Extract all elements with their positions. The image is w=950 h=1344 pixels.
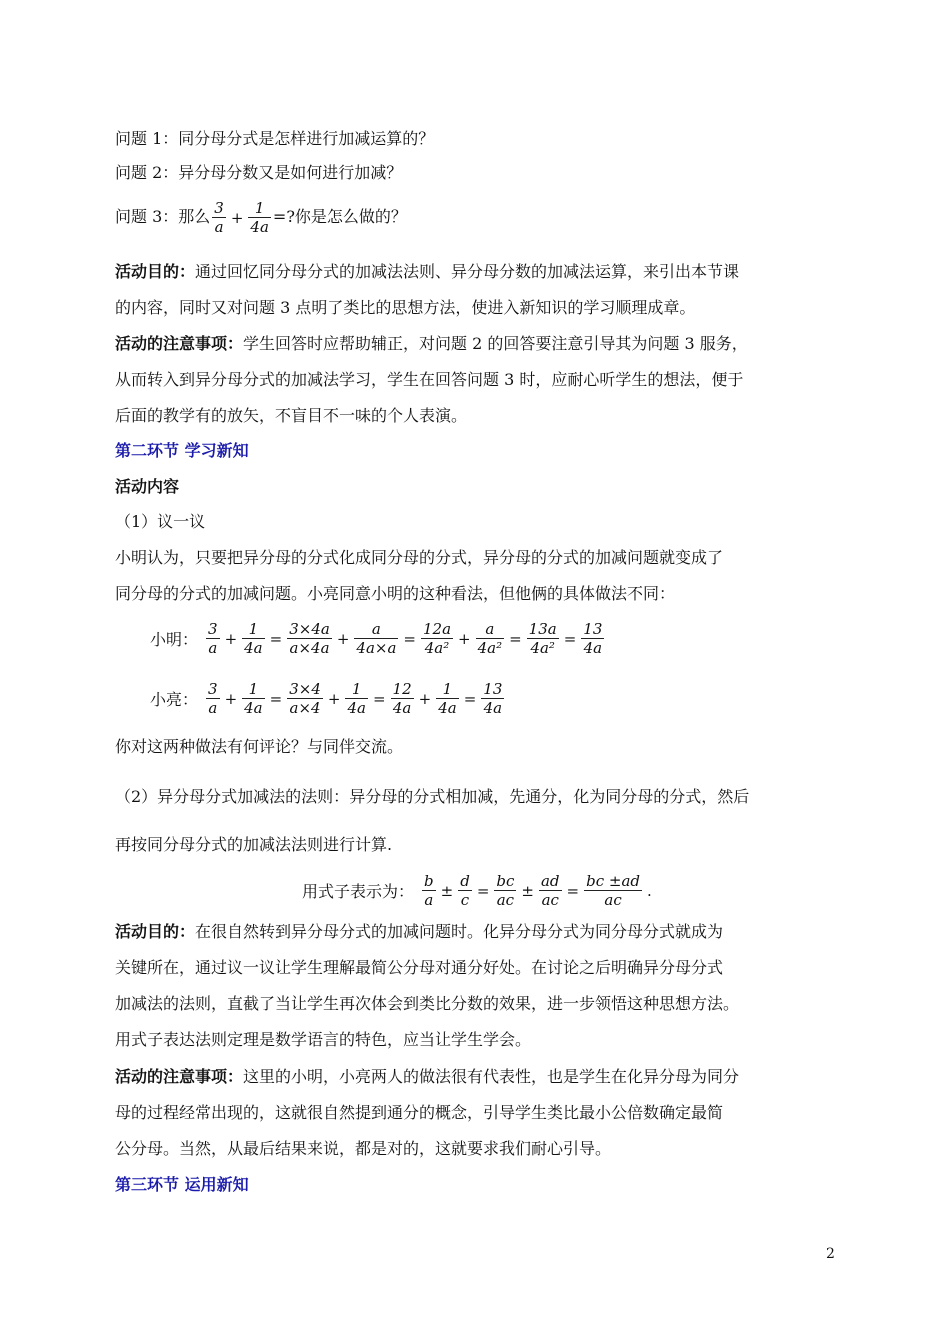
fraction-denominator: 4a <box>483 699 503 717</box>
discuss-line-2: 同分母的分式的加减问题。小亮同意小明的这种看法，但他俩的具体做法不同： <box>115 584 676 603</box>
fraction-denominator: 4a² <box>477 639 503 657</box>
fraction-numerator: ad <box>540 872 560 890</box>
fraction-numerator: bc ±ad <box>586 872 640 890</box>
fraction <box>539 872 562 909</box>
purpose-paragraph-2-line-1 <box>115 922 723 942</box>
fraction <box>436 680 459 717</box>
fraction-denominator: ac <box>604 891 622 909</box>
fraction-numerator: 1 <box>242 620 265 639</box>
purpose-label: 活动目的： <box>115 262 196 281</box>
question-2: 问题 2：异分母分数又是如何进行加减？ <box>115 163 403 182</box>
fraction <box>206 620 220 657</box>
page-number: 2 <box>826 1246 835 1262</box>
purpose-text-2: 在很自然转到异分母分式的加减问题时。化异分母分式为同分母分式就成为 <box>195 922 724 941</box>
fraction-numerator: 13a <box>528 620 557 638</box>
purpose-paragraph-2-line-3: 加减法的法则，直截了当让学生再次体会到类比分数的效果，进一步领悟这种思想方法。 <box>115 994 740 1013</box>
fraction-denominator: 4a <box>244 639 263 657</box>
math-operator: ± <box>440 881 454 900</box>
question-3-suffix: =?你是怎么做的？ <box>272 207 407 226</box>
discuss-line-1: 小明认为，只要把异分母的分式化成同分母的分式，异分母的分式的加减问题就变成了 <box>115 548 724 567</box>
math-operator: = <box>476 881 490 900</box>
math-operator: + <box>336 629 350 648</box>
fraction <box>481 680 504 717</box>
fraction <box>422 872 436 909</box>
math-operator: = <box>269 629 283 648</box>
math-operator: = <box>509 629 522 648</box>
activity-content-heading: 活动内容 <box>115 477 180 496</box>
notes-paragraph-2-line-2: 母的过程经常出现的，这就很自然提到通分的概念，引导学生类比最小公倍数确定最简 <box>115 1103 724 1122</box>
xiaoliang-label: 小亮： <box>150 690 199 709</box>
purpose-paragraph-1-line-2: 的内容，同时又对问题 3 点明了类比的思想方法，使进入新知识的学习顺理成章。 <box>115 298 696 317</box>
fraction-numerator: 3 <box>214 199 224 217</box>
rule-formula-expression <box>420 872 655 909</box>
fraction-denominator: 4a×a <box>356 639 397 657</box>
math-operator: = <box>563 629 577 648</box>
fraction-numerator: bc <box>496 872 515 890</box>
fraction <box>421 620 453 657</box>
xiaoliang-equation <box>150 680 506 717</box>
notes-text: 学生回答时应帮助辅正，对问题 2 的回答要注意引导其为问题 3 服务， <box>243 334 748 353</box>
fraction-denominator: a <box>208 639 218 657</box>
question-3-expression <box>210 199 273 236</box>
section-heading-2: 第二环节 学习新知 <box>115 441 249 460</box>
rule-formula <box>302 872 655 909</box>
fraction-denominator: a <box>208 699 218 717</box>
fraction <box>287 620 332 657</box>
fraction-denominator: a <box>214 218 224 236</box>
fraction <box>212 199 226 236</box>
fraction-numerator: a <box>476 620 505 639</box>
math-operator: + <box>224 689 238 708</box>
question-3 <box>115 199 407 236</box>
fraction-denominator: 4a² <box>424 639 450 657</box>
fraction-denominator: 4a <box>347 699 366 717</box>
purpose-label-2: 活动目的： <box>115 922 196 941</box>
rule-text-a: 异分母的分式相加减，先通分，化为同分母的分式，然后 <box>349 787 750 806</box>
fraction-numerator: 13 <box>483 680 503 698</box>
math-operator: = <box>403 629 416 648</box>
math-operator: = <box>372 689 386 708</box>
fraction <box>287 680 323 717</box>
xiaoming-expression <box>204 620 606 657</box>
notes-paragraph-2-line-1 <box>115 1067 739 1087</box>
purpose-text: 通过回忆同分母分式的加减法法则、异分母分数的加减法运算，来引出本节课 <box>195 262 740 281</box>
fraction-denominator: a×4 <box>289 699 321 717</box>
fraction-denominator: 4a <box>244 699 263 717</box>
fraction-numerator: 13 <box>583 620 603 638</box>
fraction-numerator: 1 <box>242 680 265 699</box>
fraction <box>206 680 220 717</box>
fraction-denominator: 4a <box>250 218 269 236</box>
math-operator: + <box>418 689 432 708</box>
fraction-denominator: ac <box>541 891 559 909</box>
purpose-paragraph-2-line-4: 用式子表达法则定理是数学语言的特色，应当让学生学会。 <box>115 1030 532 1049</box>
fraction-numerator: 1 <box>345 680 368 699</box>
notes-paragraph-1-line-2: 从而转入到异分母分式的加减法学习，学生在回答问题 3 时，应耐心听学生的想法，便于 <box>115 370 744 389</box>
math-operator: = <box>269 689 283 708</box>
fraction-numerator: 12a <box>422 620 452 638</box>
fraction-denominator: 4a <box>583 639 603 657</box>
xiaoming-equation <box>150 620 606 657</box>
rule-line-2: 再按同分母分式的加减法法则进行计算. <box>115 835 393 854</box>
notes-paragraph-1-line-1 <box>115 334 748 354</box>
fraction <box>584 872 642 909</box>
purpose-paragraph-1-line-1 <box>115 262 739 282</box>
fraction-denominator: a <box>424 891 434 909</box>
fraction-numerator: d <box>460 872 470 890</box>
notes-paragraph-1-line-3: 后面的教学有的放矢，不盲目不一味的个人表演。 <box>115 406 468 425</box>
math-operator: + <box>224 629 238 648</box>
fraction <box>248 199 271 236</box>
fraction-numerator: a <box>354 620 398 639</box>
fraction-denominator: c <box>460 891 470 909</box>
purpose-paragraph-2-line-2: 关键所在，通过议一议让学生理解最简公分母对通分好处。在讨论之后明确异分母分式 <box>115 958 724 977</box>
fraction-denominator: ac <box>496 891 515 909</box>
fraction-denominator: a×4a <box>289 639 330 657</box>
fraction <box>391 680 414 717</box>
fraction-numerator: 3×4a <box>289 620 330 638</box>
rule-line-1 <box>115 787 749 807</box>
fraction <box>242 620 265 657</box>
fraction <box>494 872 516 909</box>
fraction <box>476 620 505 657</box>
rule-prefix: （2）异分母分式加减法的法则： <box>115 787 350 806</box>
question-3-prefix: 问题 3：那么 <box>115 207 211 226</box>
formula-label: 用式子表示为： <box>302 882 415 901</box>
notes-paragraph-2-line-3: 公分母。当然，从最后结果来说，都是对的，这就要求我们耐心引导。 <box>115 1139 612 1158</box>
xiaoming-label: 小明： <box>150 630 199 649</box>
section-heading-3: 第三环节 运用新知 <box>115 1175 249 1194</box>
fraction <box>242 680 265 717</box>
math-operator: + <box>230 208 244 227</box>
notes-label-2: 活动的注意事项： <box>115 1067 244 1086</box>
fraction-denominator: 4a <box>438 699 457 717</box>
fraction-denominator: 4a <box>392 699 412 717</box>
math-operator: = <box>566 881 580 900</box>
fraction <box>581 620 604 657</box>
question-1: 问题 1：同分母分式是怎样进行加减运算的？ <box>115 129 435 148</box>
fraction <box>354 620 398 657</box>
fraction-numerator: 1 <box>248 199 271 218</box>
fraction <box>458 872 472 909</box>
fraction <box>527 620 559 657</box>
fraction <box>345 680 368 717</box>
fraction-numerator: 3 <box>208 620 218 638</box>
math-operator: + <box>458 629 471 648</box>
fraction-denominator: 4a² <box>530 639 555 657</box>
fraction-numerator: 1 <box>436 680 459 699</box>
math-operator: = <box>463 689 477 708</box>
comment-prompt: 你对这两种做法有何评论？与同伴交流。 <box>115 737 404 756</box>
fraction-numerator: 12 <box>392 680 412 698</box>
math-operator: + <box>327 689 341 708</box>
fraction-numerator: 3×4 <box>289 680 321 698</box>
math-operator: . <box>647 881 652 900</box>
notes-label: 活动的注意事项： <box>115 334 244 353</box>
subsection-discuss: （1）议一议 <box>115 512 206 531</box>
math-operator: ± <box>521 881 534 900</box>
notes-text-2: 这里的小明，小亮两人的做法很有代表性，也是学生在化异分母为同分 <box>243 1067 740 1086</box>
fraction-numerator: 3 <box>208 680 218 698</box>
fraction-numerator: b <box>424 872 434 890</box>
